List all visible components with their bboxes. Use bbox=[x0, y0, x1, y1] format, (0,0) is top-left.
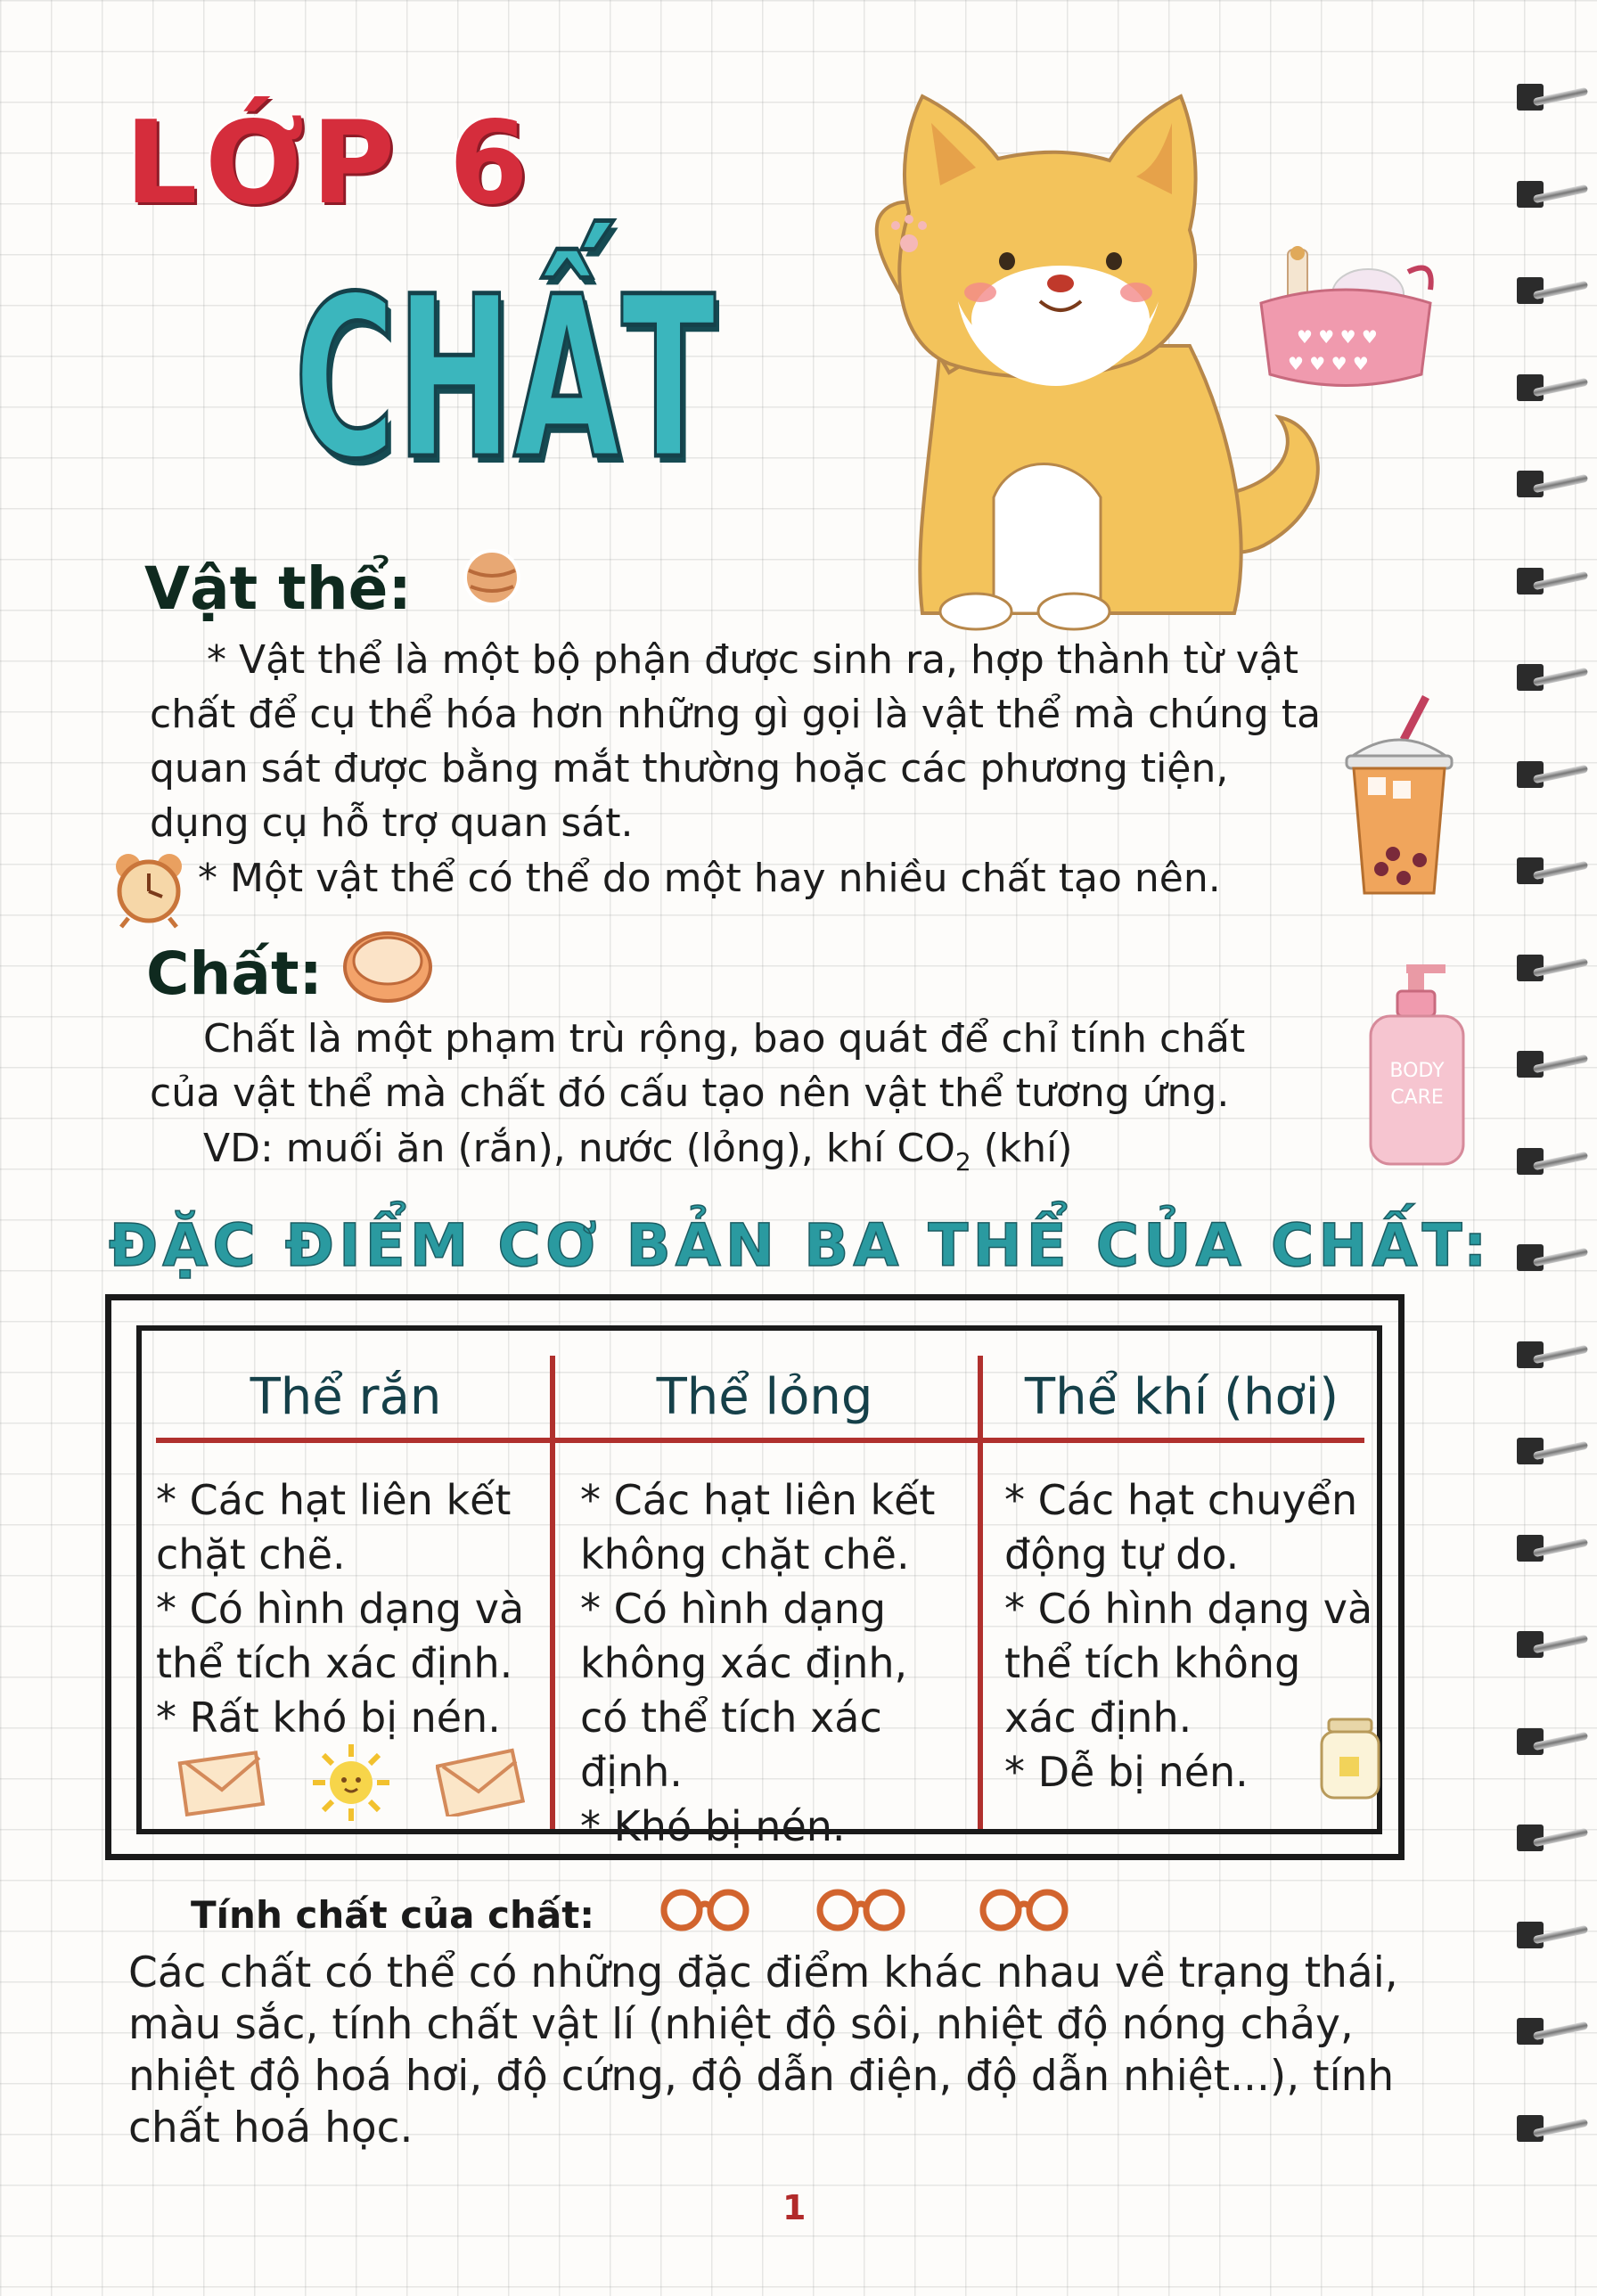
alarm-clock-icon bbox=[109, 847, 189, 929]
chat-heading: Chất: bbox=[146, 939, 323, 1008]
text-line: không xác định, bbox=[580, 1639, 908, 1687]
spiral-ring bbox=[1517, 80, 1588, 114]
text-line: chặt chẽ. bbox=[156, 1530, 346, 1578]
spiral-ring bbox=[1517, 177, 1588, 211]
bottle-label-body: BODY bbox=[1389, 1060, 1445, 1082]
main-title: CHẤT bbox=[294, 249, 717, 508]
spiral-ring bbox=[1517, 660, 1588, 694]
spiral-ring bbox=[1517, 1628, 1588, 1661]
spiral-ring bbox=[1517, 2112, 1588, 2145]
svg-text:♥ ♥ ♥ ♥: ♥ ♥ ♥ ♥ bbox=[1297, 326, 1378, 348]
text-line: xác định. bbox=[1004, 1693, 1192, 1742]
spiral-ring bbox=[1517, 371, 1588, 405]
spiral-ring bbox=[1517, 951, 1588, 985]
spiral-ring bbox=[1517, 274, 1588, 308]
text-line: không chặt chẽ. bbox=[580, 1530, 910, 1578]
spiral-ring bbox=[1517, 1144, 1588, 1178]
text-line: chất để cụ thể hóa hơn những gì gọi là vật thể mà chúng ta bbox=[150, 692, 1322, 737]
spiral-ring bbox=[1517, 854, 1588, 888]
text-line: quan sát được bằng mắt thường hoặc các phương tiện, bbox=[150, 746, 1229, 791]
text-line: * Các hạt chuyển bbox=[1004, 1476, 1358, 1524]
glasses-icon bbox=[655, 1876, 1101, 1939]
column-divider bbox=[978, 1356, 983, 1829]
body-care-bottle-icon bbox=[1364, 963, 1470, 1168]
chat-example bbox=[203, 1121, 1073, 1189]
cosmetic-bag-icon bbox=[1252, 241, 1439, 401]
spiral-ring bbox=[1517, 1338, 1588, 1372]
cell-liquid bbox=[580, 1473, 972, 1854]
text-line: thể tích không bbox=[1004, 1639, 1301, 1687]
table-header-divider bbox=[156, 1438, 1364, 1443]
text-line: định. bbox=[580, 1748, 683, 1796]
text-line: * Có hình dạng và bbox=[1004, 1585, 1373, 1633]
text-line: * Dễ bị nén. bbox=[1004, 1748, 1249, 1796]
text-line: động tự do. bbox=[1004, 1530, 1240, 1578]
header-liquid: Thể lỏng bbox=[656, 1368, 873, 1426]
text-line: Chất là một phạm trù rộng, bao quát để chỉ tính chất bbox=[203, 1016, 1246, 1062]
spiral-ring bbox=[1517, 564, 1588, 598]
cell-solid bbox=[156, 1473, 548, 1745]
spiral-ring bbox=[1517, 1047, 1588, 1081]
page-number: 1 bbox=[782, 2188, 807, 2227]
header-gas: Thể khí (hơi) bbox=[1024, 1368, 1339, 1426]
spiral-ring bbox=[1517, 1725, 1588, 1759]
text-line: Các chất có thể có những đặc điểm khác nhau về trạng thái, bbox=[128, 1948, 1398, 1997]
spiral-ring bbox=[1517, 2014, 1588, 2048]
spiral-ring bbox=[1517, 758, 1588, 791]
spiral-ring bbox=[1517, 1821, 1588, 1855]
column-divider bbox=[550, 1356, 555, 1829]
grade-title: LỚP 6 bbox=[125, 97, 536, 230]
bubble-tea-icon bbox=[1341, 695, 1457, 900]
text-line: * Có hình dạng và bbox=[156, 1585, 525, 1633]
properties-text bbox=[128, 1948, 1456, 2154]
text-line: của vật thể mà chất đó cấu tạo nên vật thể tương ứng. bbox=[150, 1070, 1230, 1116]
planet-sticker-icon bbox=[456, 542, 528, 613]
bottle-label-care: CARE bbox=[1390, 1086, 1444, 1109]
spiral-ring bbox=[1517, 1434, 1588, 1468]
text-line: * Có hình dạng bbox=[580, 1585, 887, 1633]
spiral-ring bbox=[1517, 1241, 1588, 1275]
properties-heading: Tính chất của chất: bbox=[191, 1893, 595, 1937]
text-line: dụng cụ hỗ trợ quan sát. bbox=[150, 800, 634, 846]
states-section-heading: ĐẶC ĐIỂM CƠ BẢN BA THỂ CỦA CHẤT: bbox=[109, 1211, 1492, 1280]
chat-paragraph bbox=[150, 1012, 1380, 1120]
spiral-ring bbox=[1517, 1531, 1588, 1565]
text-line: có thể tích xác bbox=[580, 1693, 882, 1742]
text-line: * Các hạt liên kết bbox=[580, 1476, 936, 1524]
spiral-ring bbox=[1517, 467, 1588, 501]
envelope-icon bbox=[436, 1745, 525, 1816]
text-line: * Khó bị nén. bbox=[580, 1802, 846, 1850]
text-line: thể tích xác định. bbox=[156, 1639, 513, 1687]
envelope-icon bbox=[177, 1745, 266, 1816]
example-subscript: 2 bbox=[954, 1146, 971, 1177]
example-suffix: (khí) bbox=[970, 1126, 1073, 1171]
vat-the-paragraph-1 bbox=[150, 633, 1424, 850]
text-line: màu sắc, tính chất vật lí (nhiệt độ sôi, nhiệt độ nóng chảy, bbox=[128, 2000, 1354, 2049]
sun-icon bbox=[311, 1742, 391, 1823]
header-solid: Thể rắn bbox=[250, 1368, 442, 1426]
vat-the-paragraph-2: * Một vật thể có thể do một hay nhiều chất tạo nên. bbox=[198, 856, 1221, 901]
example-prefix: VD: muối ăn (rắn), nước (lỏng), khí CO bbox=[203, 1126, 955, 1171]
text-line: * Vật thể là một bộ phận được sinh ra, hợp thành từ vật bbox=[207, 637, 1298, 683]
vat-the-heading: Vật thể: bbox=[144, 554, 412, 623]
text-line: chất hoá học. bbox=[128, 2103, 414, 2152]
spiral-binding bbox=[1499, 80, 1597, 2237]
states-table bbox=[105, 1294, 1405, 1860]
states-table-inner bbox=[136, 1325, 1382, 1850]
svg-text:♥ ♥ ♥ ♥: ♥ ♥ ♥ ♥ bbox=[1288, 353, 1369, 374]
glass-jar-icon bbox=[1316, 1714, 1384, 1803]
text-line: * Các hạt liên kết bbox=[156, 1476, 512, 1524]
text-line: nhiệt độ hoá hơi, độ cứng, độ dẫn điện, độ dẫn nhiệt...), tính bbox=[128, 2052, 1395, 2101]
spiral-ring bbox=[1517, 1918, 1588, 1952]
text-line: * Rất khó bị nén. bbox=[156, 1693, 501, 1742]
cream-jar-icon bbox=[339, 927, 437, 1007]
